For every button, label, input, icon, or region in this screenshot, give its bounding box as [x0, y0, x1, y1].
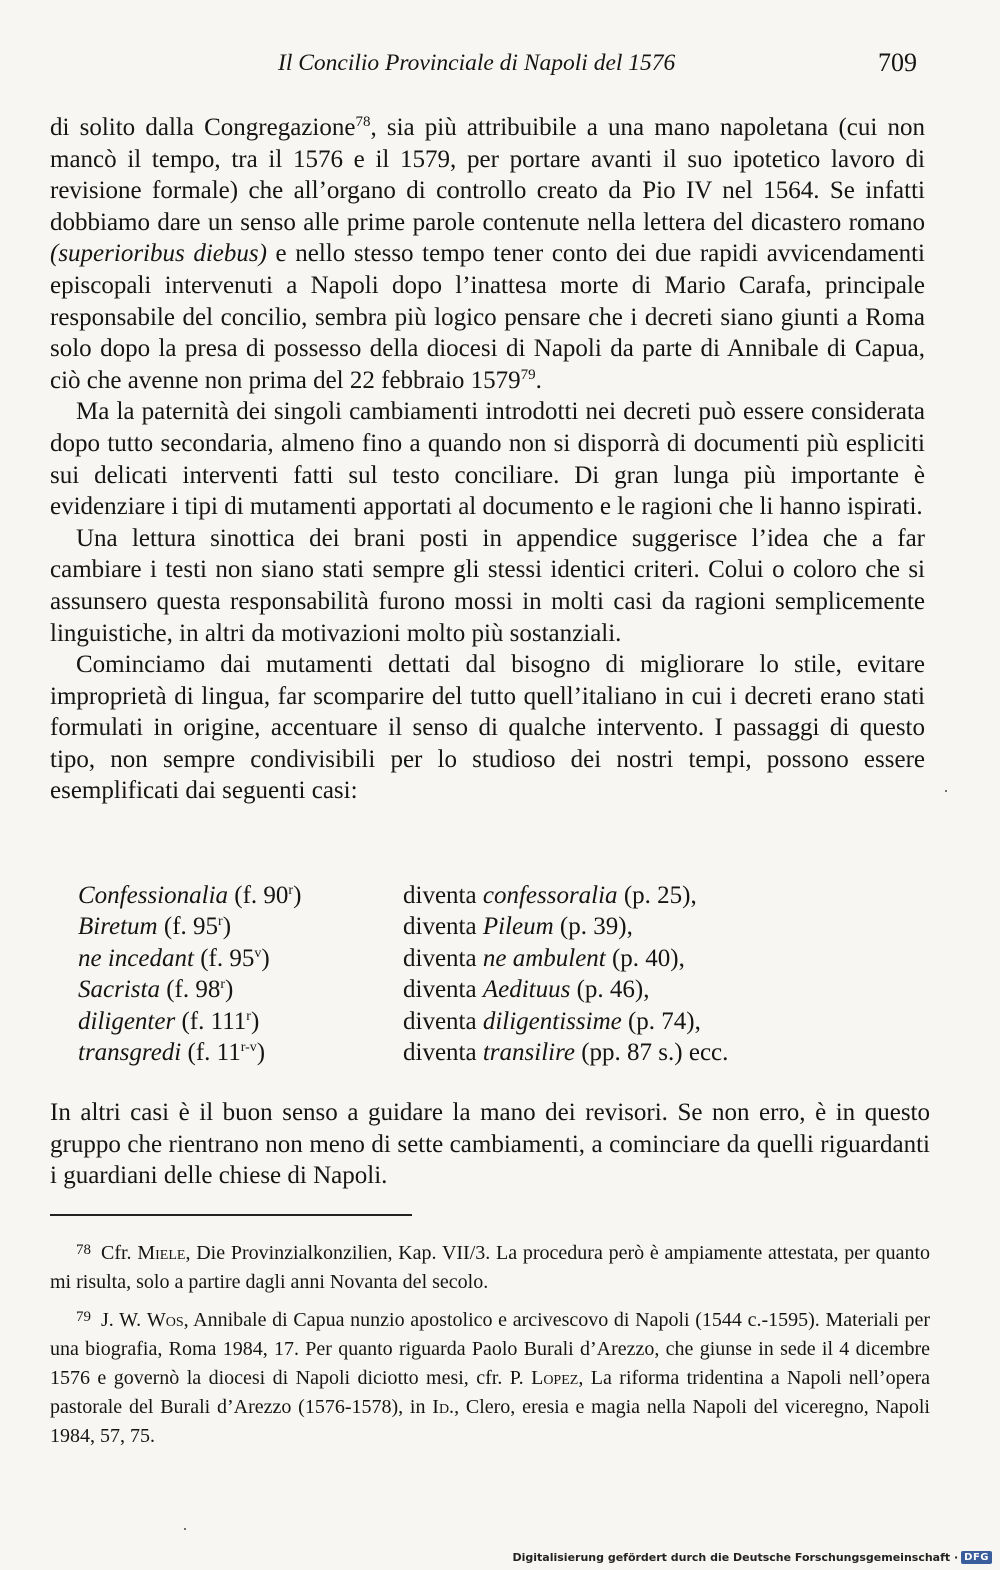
credit-text: Digitalisierung gefördert durch die Deutsche Forschungsgemeinschaft ·: [512, 1551, 959, 1564]
closing-paragraph: In altri casi è il buon senso a guidare la mano dei revisori. Se non erro, è in questo gruppo che rientrano non meno di sette cambiamenti, a cominciare da quelli riguardanti i guardiani delle chiese di Napoli.: [50, 1099, 930, 1190]
verb: diventa: [403, 1038, 483, 1066]
example-revised: [403, 974, 650, 1005]
revised-term: Pileum: [482, 913, 554, 941]
footnote-78: [50, 1236, 930, 1297]
paragraph-4: Cominciamo dai mutamenti dettati dal bisogno di migliorare lo stile, evitare improprietà di lingua, far scomparire del tutto quell’italiano in cui i decreti erano stati formulati in origine, accentuare il senso di qualche intervento. I passaggi di questo tipo, non sempre condivisibili per lo studioso dei nostri tempi, possono essere esemplificati dai seguenti casi:: [50, 651, 925, 805]
verb: diventa: [403, 1007, 483, 1035]
author-name: Lopez: [531, 1367, 579, 1389]
example-original: [78, 880, 301, 911]
folio-ref-end: ): [222, 913, 232, 941]
running-title: Il Concilio Provinciale di Napoli del 1576: [278, 50, 676, 76]
example-original: [78, 1006, 259, 1037]
closing-paragraph-block: [50, 1097, 930, 1192]
original-term: Confessionalia: [78, 882, 229, 909]
original-term: transgredi: [78, 1038, 182, 1066]
example-row: [78, 880, 938, 911]
verb: diventa: [403, 976, 483, 1004]
example-original: [78, 974, 233, 1005]
example-revised: [403, 880, 697, 911]
example-row: [78, 911, 938, 942]
examples-list: [78, 880, 938, 1068]
original-term: Biretum: [78, 913, 158, 941]
dfg-logo: DFG: [961, 1551, 992, 1564]
folio-ref: (f. 95: [193, 944, 255, 972]
folio-side: r: [246, 1008, 251, 1024]
folio-side: r-v: [240, 1039, 257, 1055]
digitization-credit: [512, 1551, 992, 1564]
paragraph-2: Ma la paternità dei singoli cambiamenti introdotti nei decreti può essere considerata dopo tutto secondaria, almeno fino a quando non si disporrà di documenti più espliciti sui delicati interventi fatti sul testo conciliare. Di gran lunga più importante è evidenziare i tipi di mutamenti apportati al documento e le ragioni che li hanno ispirati.: [50, 398, 925, 521]
folio-side: v: [254, 945, 262, 961]
footnote-text: , Die Provinzialkonzilien, Kap. VII/3. La procedura però è ampiamente attestata, per quanto mi risulta, solo a partire dagli anni Novanta del secolo.: [50, 1242, 931, 1293]
original-term: ne incedant: [78, 944, 194, 972]
text-run: , sia più attribuibile a una mano napoletana (cui non mancò il tempo, tra il 1576 e il 1579, per portare avanti il suo ipotetico lavoro di revisione formale) che all’organo di controllo creato da Pio IV nel 1564. Se infatti dobbiamo dare un senso alle prime parole contenute nella lettera del dicastero romano: [50, 114, 925, 236]
example-revised: [403, 1037, 728, 1068]
footnotes: [50, 1236, 930, 1457]
author-name: Wos: [146, 1309, 184, 1331]
example-original: [78, 1037, 265, 1068]
folio-ref: (f. 11: [181, 1038, 241, 1066]
revised-term: transilire: [482, 1038, 575, 1066]
scan-speck: [945, 790, 947, 792]
author-name: Id.: [432, 1396, 455, 1418]
page-ref: (p. 40),: [605, 944, 685, 972]
folio-ref: (f. 95: [157, 913, 219, 941]
folio-side: r: [220, 977, 226, 993]
footnote-text: , Annibale di Capua nunzio apostolico e arcivescovo di Napoli (1544 c.-1595). Materiali per una biografia, Roma 1984, 17. Per quanto riguarda Paolo Burali d’Arezzo, che giunse in sede il 4 dicembre 1576 e governò la diocesi di Napoli diciotto mesi, cfr. P.: [50, 1309, 930, 1389]
folio-ref-end: ): [293, 882, 302, 909]
folio-ref-end: ): [225, 976, 234, 1004]
footnote-text: Cfr.: [101, 1242, 138, 1264]
revised-term: ne ambulent: [482, 944, 606, 972]
footnote-79: [50, 1303, 930, 1451]
revised-term: diligentissime: [482, 1007, 622, 1035]
page-ref: (p. 74),: [621, 1007, 701, 1035]
example-revised: [403, 943, 685, 974]
original-term: Sacrista: [78, 976, 160, 1004]
text-run: e nello stesso tempo tener conto dei due rapidi avvicendamenti episcopali intervenuti a Napoli dopo l’inattesa morte di Mario Carafa, principale responsabile del concilio, sembra più logico pensare che i decreti siano giunti a Roma solo dopo la presa di possesso della diocesi di Napoli da parte di Annibale di Capua, ciò che avenne non prima del 22 febbraio 1579: [50, 240, 925, 394]
example-row: [78, 1006, 938, 1037]
revised-term: confessoralia: [482, 882, 618, 909]
revised-term: Aedituus: [482, 976, 571, 1004]
folio-ref-end: ): [261, 944, 270, 972]
footnote-text: , Clero, eresia e magia nella Napoli del viceregno, Napoli 1984, 57, 75.: [50, 1396, 930, 1447]
footnote-divider: [50, 1214, 412, 1216]
text-run: .: [535, 366, 542, 394]
folio-side: r: [288, 883, 294, 898]
footnote-ref-79: 79: [520, 366, 536, 383]
footnote-text: J. W.: [101, 1309, 147, 1331]
footnote-number: 78: [76, 1242, 91, 1258]
page-ref: (p. 25),: [617, 882, 697, 909]
paragraph-3: Una lettura sinottica dei brani posti in appendice suggerisce l’idea che a far cambiare i testi non siano stati sempre gli stessi identici criteri. Colui o coloro che si assunsero questa responsabilità furono mossi in molti casi da ragioni semplicemente linguistiche, in altri da motivazioni molto più sostanziali.: [50, 524, 925, 647]
footnote-text: , La riforma tridentina a Napoli nell’opera pastorale del Burali d’Arezzo (1576-1578), in: [50, 1367, 930, 1418]
scan-speck: [184, 1528, 186, 1530]
text-run: di solito dalla Congregazione: [50, 114, 356, 141]
page-ref: (pp. 87 s.) ecc.: [574, 1038, 729, 1066]
italic-phrase: (superioribus diebus): [50, 240, 267, 268]
example-original: [78, 943, 270, 974]
folio-ref: (f. 90: [228, 882, 289, 909]
folio-side: r: [218, 914, 223, 930]
paragraph-1: [50, 112, 925, 396]
example-row: [78, 1037, 938, 1068]
footnote-number: 79: [76, 1309, 91, 1325]
page-ref: (p. 39),: [553, 913, 633, 941]
example-revised: [403, 1006, 701, 1037]
folio-ref-end: ): [256, 1038, 266, 1066]
example-revised: [403, 911, 633, 942]
verb: diventa: [403, 944, 483, 972]
page-number: 709: [878, 48, 917, 77]
author-name: Miele: [137, 1242, 186, 1264]
folio-ref: (f. 111: [175, 1007, 247, 1035]
example-original: [78, 911, 231, 942]
page-header: [0, 48, 1000, 88]
verb: diventa: [403, 913, 483, 941]
main-text: [50, 112, 925, 807]
example-row: [78, 943, 938, 974]
verb: diventa: [403, 882, 483, 909]
folio-ref-end: ): [250, 1007, 260, 1035]
example-row: [78, 974, 938, 1005]
original-term: diligenter: [78, 1007, 176, 1035]
footnote-ref-78: 78: [355, 114, 371, 130]
page-ref: (p. 46),: [570, 976, 650, 1004]
folio-ref: (f. 98: [159, 976, 221, 1004]
